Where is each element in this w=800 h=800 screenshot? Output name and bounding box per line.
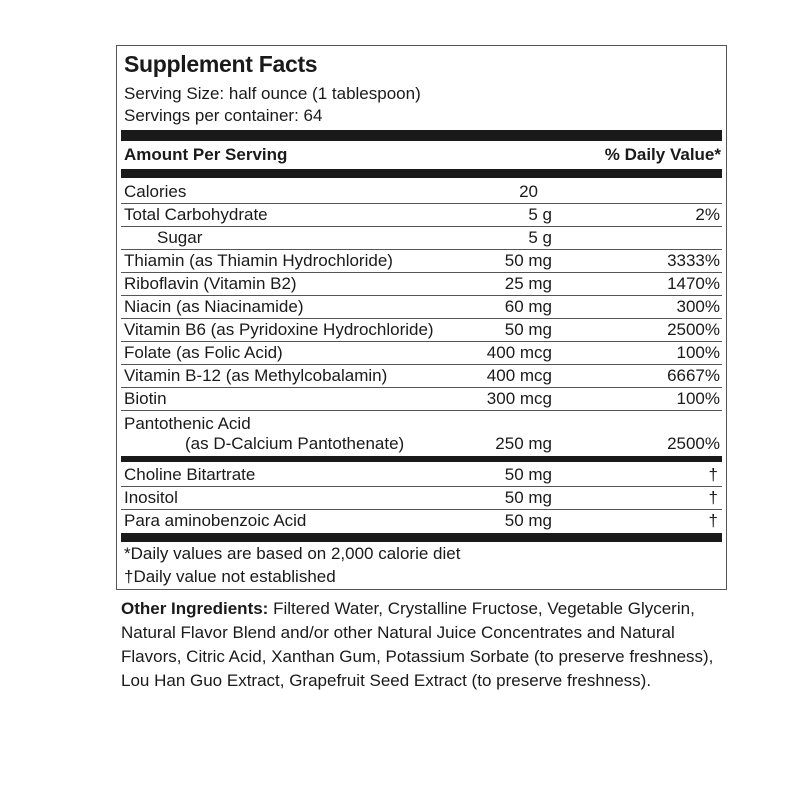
nutrient-amount: 400 mcg: [486, 366, 552, 385]
nutrient-amount: 50 mg: [504, 320, 552, 339]
medium-divider: [121, 169, 722, 178]
thick-divider: [121, 130, 722, 141]
amount-header: [124, 143, 721, 167]
nutrient-amount: 5 g: [528, 205, 552, 224]
nutrient-row: [121, 227, 722, 250]
nutrient-name-detail: (as D-Calcium Pantothenate): [185, 434, 405, 453]
amount-per-serving-label: Amount Per Serving: [124, 145, 288, 164]
nutrient-row: [121, 319, 722, 342]
pantothenic-row: [121, 413, 722, 457]
nutrient-amount: 50 mg: [504, 488, 552, 507]
calories-label: Calories: [124, 182, 187, 201]
nutrient-dv: 100%: [676, 389, 720, 408]
nutrient-dv: 6667%: [667, 366, 720, 385]
nutrient-amount: 400 mcg: [486, 343, 552, 362]
nutrient-dv: 100%: [676, 343, 720, 362]
nutrient-amount: 300 mcg: [486, 389, 552, 408]
nutrient-name: Folate (as Folic Acid): [124, 343, 283, 362]
nutrient-amount: 5 g: [528, 228, 552, 247]
nutrient-row: [121, 388, 722, 411]
other-ingredients-label: Other Ingredients:: [121, 599, 269, 618]
nutrient-amount: 50 mg: [504, 511, 552, 530]
footnote-not-established: †Daily value not established: [124, 567, 336, 586]
other-nutrient-row: [121, 487, 722, 510]
other-ingredients: [121, 597, 731, 693]
nutrient-dv: 3333%: [667, 251, 720, 270]
nutrient-row: [121, 296, 722, 319]
panel-title: Supplement Facts: [124, 51, 318, 77]
nutrient-name: Biotin: [124, 389, 167, 408]
nutrient-row: [121, 204, 722, 227]
calories-row: [121, 181, 722, 204]
nutrient-amount: 250 mg: [495, 434, 552, 453]
footnote-daily-values: *Daily values are based on 2,000 calorie diet: [124, 544, 461, 563]
nutrient-amount: 25 mg: [504, 274, 552, 293]
other-nutrient-row: [121, 464, 722, 487]
nutrient-dv: †: [708, 511, 718, 530]
servings-per-container: Servings per container: 64: [124, 106, 323, 125]
nutrient-name: Sugar: [157, 228, 203, 247]
nutrient-name: Pantothenic Acid: [124, 414, 251, 433]
nutrient-name: Vitamin B6 (as Pyridoxine Hydrochloride): [124, 320, 434, 339]
nutrient-row: [121, 365, 722, 388]
bottom-divider: [121, 533, 722, 542]
nutrient-row: [121, 250, 722, 273]
other-nutrient-row: [121, 510, 722, 533]
nutrient-name: Para aminobenzoic Acid: [124, 511, 307, 530]
nutrient-name: Inositol: [124, 488, 178, 507]
nutrient-dv: 2500%: [667, 320, 720, 339]
section-divider: [121, 456, 722, 462]
nutrient-name: Total Carbohydrate: [124, 205, 268, 224]
nutrient-name: Thiamin (as Thiamin Hydrochloride): [124, 251, 393, 270]
nutrient-amount: 50 mg: [504, 251, 552, 270]
nutrient-row: [121, 342, 722, 365]
daily-value-label: % Daily Value*: [604, 145, 721, 164]
calories-amount: 20: [519, 182, 538, 201]
nutrient-amount: 60 mg: [504, 297, 552, 316]
nutrient-dv: 1470%: [667, 274, 720, 293]
nutrient-dv: 300%: [676, 297, 720, 316]
nutrient-dv: 2500%: [667, 434, 720, 453]
nutrient-name: Riboflavin (Vitamin B2): [124, 274, 297, 293]
nutrient-row: [121, 273, 722, 296]
nutrient-amount: 50 mg: [504, 465, 552, 484]
nutrient-dv: †: [708, 465, 718, 484]
nutrient-name: Choline Bitartrate: [124, 465, 256, 484]
nutrient-dv: 2%: [695, 205, 720, 224]
nutrient-name: Vitamin B-12 (as Methylcobalamin): [124, 366, 388, 385]
nutrient-dv: †: [708, 488, 718, 507]
nutrient-name: Niacin (as Niacinamide): [124, 297, 304, 316]
serving-size: Serving Size: half ounce (1 tablespoon): [124, 84, 421, 103]
other-ingredients-text: Filtered Water, Crystalline Fructose, Vegetable Glycerin, Natural Flavor Blend and/or other Natural Juice Concentrates and Natural Flavors, Citric Acid, Xanthan Gum, Potassium Sorbate (to preserve freshness), Lou Han Guo Extract, Grapefruit Seed Extract (to preserve freshness).: [121, 599, 714, 690]
